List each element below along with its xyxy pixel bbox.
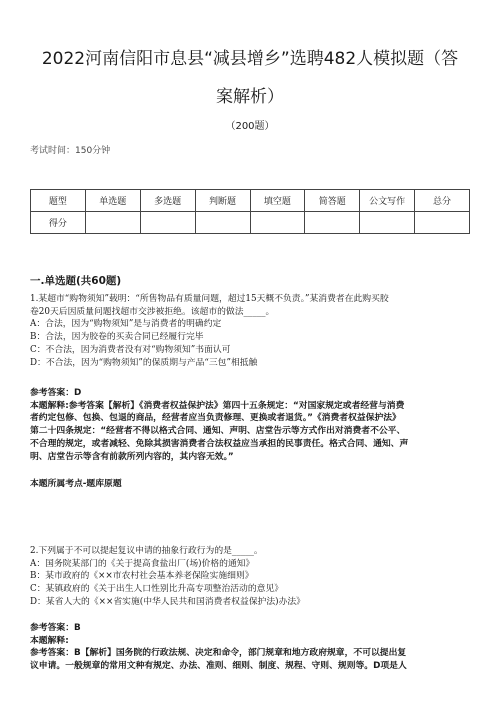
score-row-label: 得分 (31, 212, 86, 234)
question-2 (30, 545, 471, 609)
header-cell-writing: 公文写作 (360, 190, 415, 212)
question-1-topic-tag: 本题所属考点-题库原题 (30, 479, 122, 489)
header-cell-judge: 判断题 (195, 190, 250, 212)
score-cell (415, 212, 470, 234)
answer-1-explanation-line-1: 本题解释:参考答案【解析】《消费者权益保护法》第四十五条规定：“对国家规定或者经营与消费 (30, 400, 405, 411)
document-title (20, 40, 480, 116)
question-2-option-d: D：某省人大的《××省实施(中华人民共和国消费者权益保护法)办法》 (30, 596, 305, 607)
score-cell (85, 212, 140, 234)
score-cell (195, 212, 250, 234)
answer-2-explanation-line-1: 参考答案：B【解析】国务院的行政法规、决定和命令，部门规章和地方政府规章，不可以提出复 (30, 648, 407, 659)
score-table (30, 189, 470, 234)
question-1-option-b: B：合法，因为胶卷的买卖合同已经履行完毕 (30, 332, 204, 343)
answer-2-label: 本题解释: (30, 635, 69, 646)
section-title: 一.单选题(共60题) (30, 275, 122, 287)
answer-2 (30, 622, 471, 673)
title-line-1: 2022河南信阳市息县“减县增乡”选聘482人模拟题（答 (41, 49, 459, 69)
score-cell (250, 212, 305, 234)
header-cell-multi: 多选题 (140, 190, 195, 212)
exam-time: 考试时间：150分钟 (30, 146, 111, 156)
score-table-score-row (31, 212, 470, 234)
answer-1-explanation-line-3: 第二十四条规定：“经营者不得以格式合同、通知、声明、店堂告示等方式作出对消费者不公平、 (30, 426, 406, 437)
header-cell-type: 题型 (31, 190, 86, 212)
question-1-option-a: A：合法，因为“购物须知”是与消费者的明确约定 (30, 319, 222, 330)
answer-1-key: 参考答案：D (30, 388, 82, 398)
question-1-stem-line-2: 卷20天后因质量问题找超市交涉被拒绝。该超市的做法_____。 (30, 306, 275, 317)
header-cell-short: 简答题 (305, 190, 360, 212)
question-1-option-c: C：不合法，因为消费者没有对“购物须知”书面认可 (30, 344, 231, 355)
header-cell-total: 总分 (415, 190, 470, 212)
title-line-2: 案解析） (216, 87, 284, 107)
score-cell (305, 212, 360, 234)
header-cell-fill: 填空题 (250, 190, 305, 212)
question-1-stem-line-1: 1.某超市“购物须知”载明：“所售物品有质量问题，超过15天概不负责。”某消费者在此购买胶 (30, 294, 389, 304)
score-table-header-row (31, 190, 470, 212)
score-cell (360, 212, 415, 234)
answer-1 (30, 387, 471, 463)
question-1 (30, 293, 471, 369)
question-count: （200题） (225, 121, 275, 132)
answer-2-key: 参考答案：B (30, 623, 81, 633)
question-2-stem: 2.下列属于不可以提起复议申请的抽象行政行为的是_____。 (30, 546, 263, 556)
question-2-option-a: A：国务院某部门的《关于提高食盐出厂(场)价格的通知》 (30, 558, 255, 569)
header-cell-single: 单选题 (85, 190, 140, 212)
score-cell (140, 212, 195, 234)
answer-2-explanation-line-2: 议申请。一般规章的常用文种有规定、办法、准则、细则、制度、规程、守则、规则等。D项是人 (30, 661, 407, 672)
question-2-option-c: C：某镇政府的《关于出生人口性别比升高专项整治活动的意见》 (30, 584, 284, 595)
answer-1-explanation-line-5: 明、店堂告示等含有前款所列内容的，其内容无效。” (30, 451, 234, 462)
answer-1-explanation-line-2: 者约定包修、包换、包退的商品，经营者应当负责修理、更换或者退货。”《消费者权益保护法》 (30, 413, 401, 424)
question-1-option-d: D：不合法，因为“购物须知”的保质期与产品“三包”相抵触 (30, 357, 258, 368)
answer-1-explanation-line-4: 不合理的规定，或者减轻、免除其损害消费者合法权益应当承担的民事责任。格式合同、通知、声 (30, 438, 409, 449)
question-2-option-b: B：某市政府的《××市农村社会基本养老保险实施细则》 (30, 571, 254, 582)
